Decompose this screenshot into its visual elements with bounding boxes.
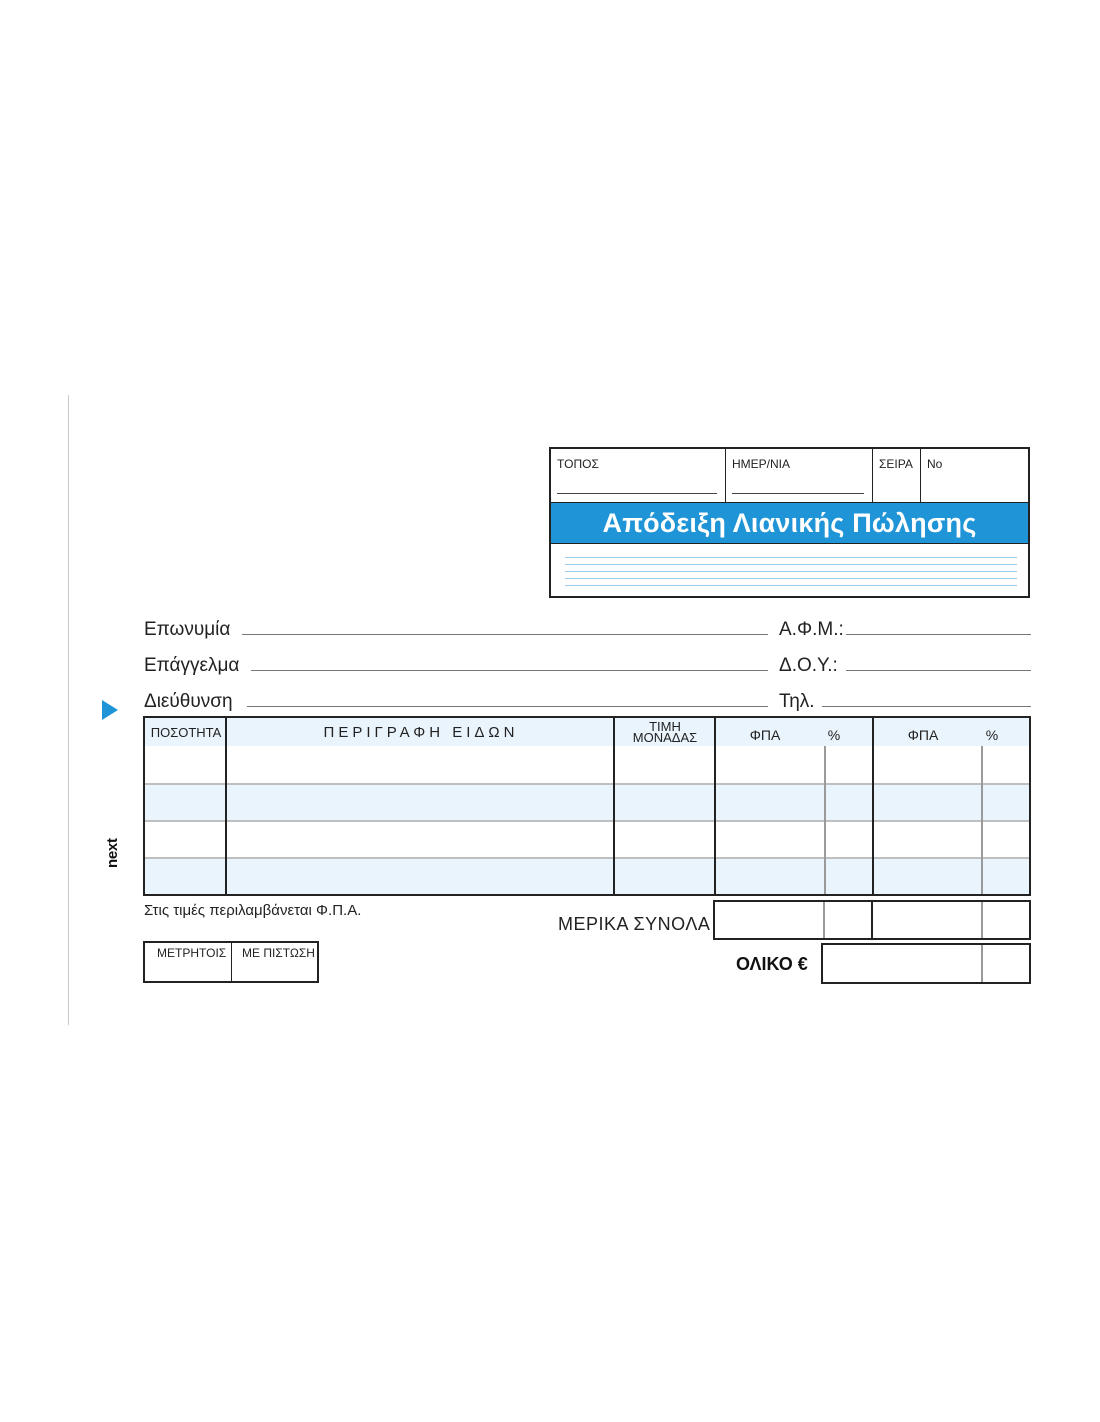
column-divider xyxy=(613,718,615,894)
brand-logo: next xyxy=(104,838,121,868)
subtotals-label: ΜΕΡΙΚΑ ΣΥΝΟΛΑ xyxy=(558,914,711,934)
date-underline xyxy=(732,493,864,494)
unit-price-header-line1: ΤΙΜΗ xyxy=(649,719,681,734)
vat-percent-header-1: % xyxy=(827,727,841,743)
row-divider xyxy=(145,857,1029,859)
tax-id-label: Α.Φ.Μ.: xyxy=(779,619,844,640)
column-divider xyxy=(824,746,826,894)
vat-header-1: ΦΠΑ xyxy=(749,727,781,743)
title-band xyxy=(551,502,1028,544)
credit-option[interactable] xyxy=(232,943,317,981)
tax-id-line[interactable] xyxy=(846,634,1031,635)
payment-method-box xyxy=(143,941,319,983)
play-arrow-icon xyxy=(102,700,118,720)
place-field[interactable] xyxy=(551,449,726,502)
table-row[interactable] xyxy=(145,820,1029,857)
total-box[interactable] xyxy=(821,943,1031,984)
receipt-header-box xyxy=(549,447,1030,598)
series-field[interactable] xyxy=(873,449,921,502)
phone-label: Τηλ. xyxy=(779,691,815,712)
subtotal-box-1[interactable] xyxy=(713,900,873,940)
number-label: No xyxy=(927,457,943,471)
profession-line[interactable] xyxy=(251,670,768,671)
subtotal-box-2[interactable] xyxy=(871,900,1031,940)
cash-option[interactable] xyxy=(145,943,232,981)
unit-price-header xyxy=(615,718,715,746)
number-field[interactable] xyxy=(921,449,1028,502)
tax-office-label: Δ.Ο.Υ.: xyxy=(779,655,838,676)
margin-rule xyxy=(68,395,69,1025)
table-row[interactable] xyxy=(145,857,1029,894)
table-header xyxy=(145,718,1029,747)
series-label: ΣΕΙΡΑ xyxy=(879,457,913,471)
address-label: Διεύθυνση xyxy=(144,691,233,712)
place-underline xyxy=(557,493,717,494)
vat-header-2: ΦΠΑ xyxy=(907,727,939,743)
column-divider xyxy=(981,746,983,894)
total-label: ΟΛΙΚΟ € xyxy=(736,954,808,974)
company-name-line[interactable] xyxy=(242,634,768,635)
receipt-title: Απόδειξη Λιανικής Πώλησης xyxy=(602,507,977,538)
profession-label: Επάγγελμα xyxy=(144,655,240,676)
description-header: ΠΕΡΙΓΡΑΦΗ ΕΙΔΩΝ xyxy=(323,723,519,741)
place-label: ΤΟΠΟΣ xyxy=(557,457,599,471)
credit-label: ΜΕ ΠΙΣΤΩΣΗ xyxy=(242,946,315,960)
unit-price-header-line2: ΜΟΝΑΔΑΣ xyxy=(632,730,698,745)
date-field[interactable] xyxy=(726,449,873,502)
quantity-header: ΠΟΣΟΤΗΤΑ xyxy=(150,724,222,740)
phone-line[interactable] xyxy=(822,706,1031,707)
table-row[interactable] xyxy=(145,783,1029,820)
column-divider xyxy=(225,718,227,894)
address-line[interactable] xyxy=(247,706,768,707)
column-divider xyxy=(872,718,874,894)
vat-included-note: Στις τιμές περιλαμβάνεται Φ.Π.Α. xyxy=(144,902,362,919)
date-label: ΗΜΕΡ/ΝΙΑ xyxy=(732,457,791,471)
header-ruled-lines xyxy=(565,557,1017,592)
row-divider xyxy=(145,820,1029,822)
column-divider xyxy=(714,718,716,894)
cash-label: ΜΕΤΡΗΤΟΙΣ xyxy=(157,946,227,960)
tax-office-line[interactable] xyxy=(846,670,1031,671)
vat-percent-header-2: % xyxy=(985,727,999,743)
row-divider xyxy=(145,783,1029,785)
items-table xyxy=(143,716,1031,896)
company-name-label: Επωνυμία xyxy=(144,619,231,640)
table-row[interactable] xyxy=(145,746,1029,783)
